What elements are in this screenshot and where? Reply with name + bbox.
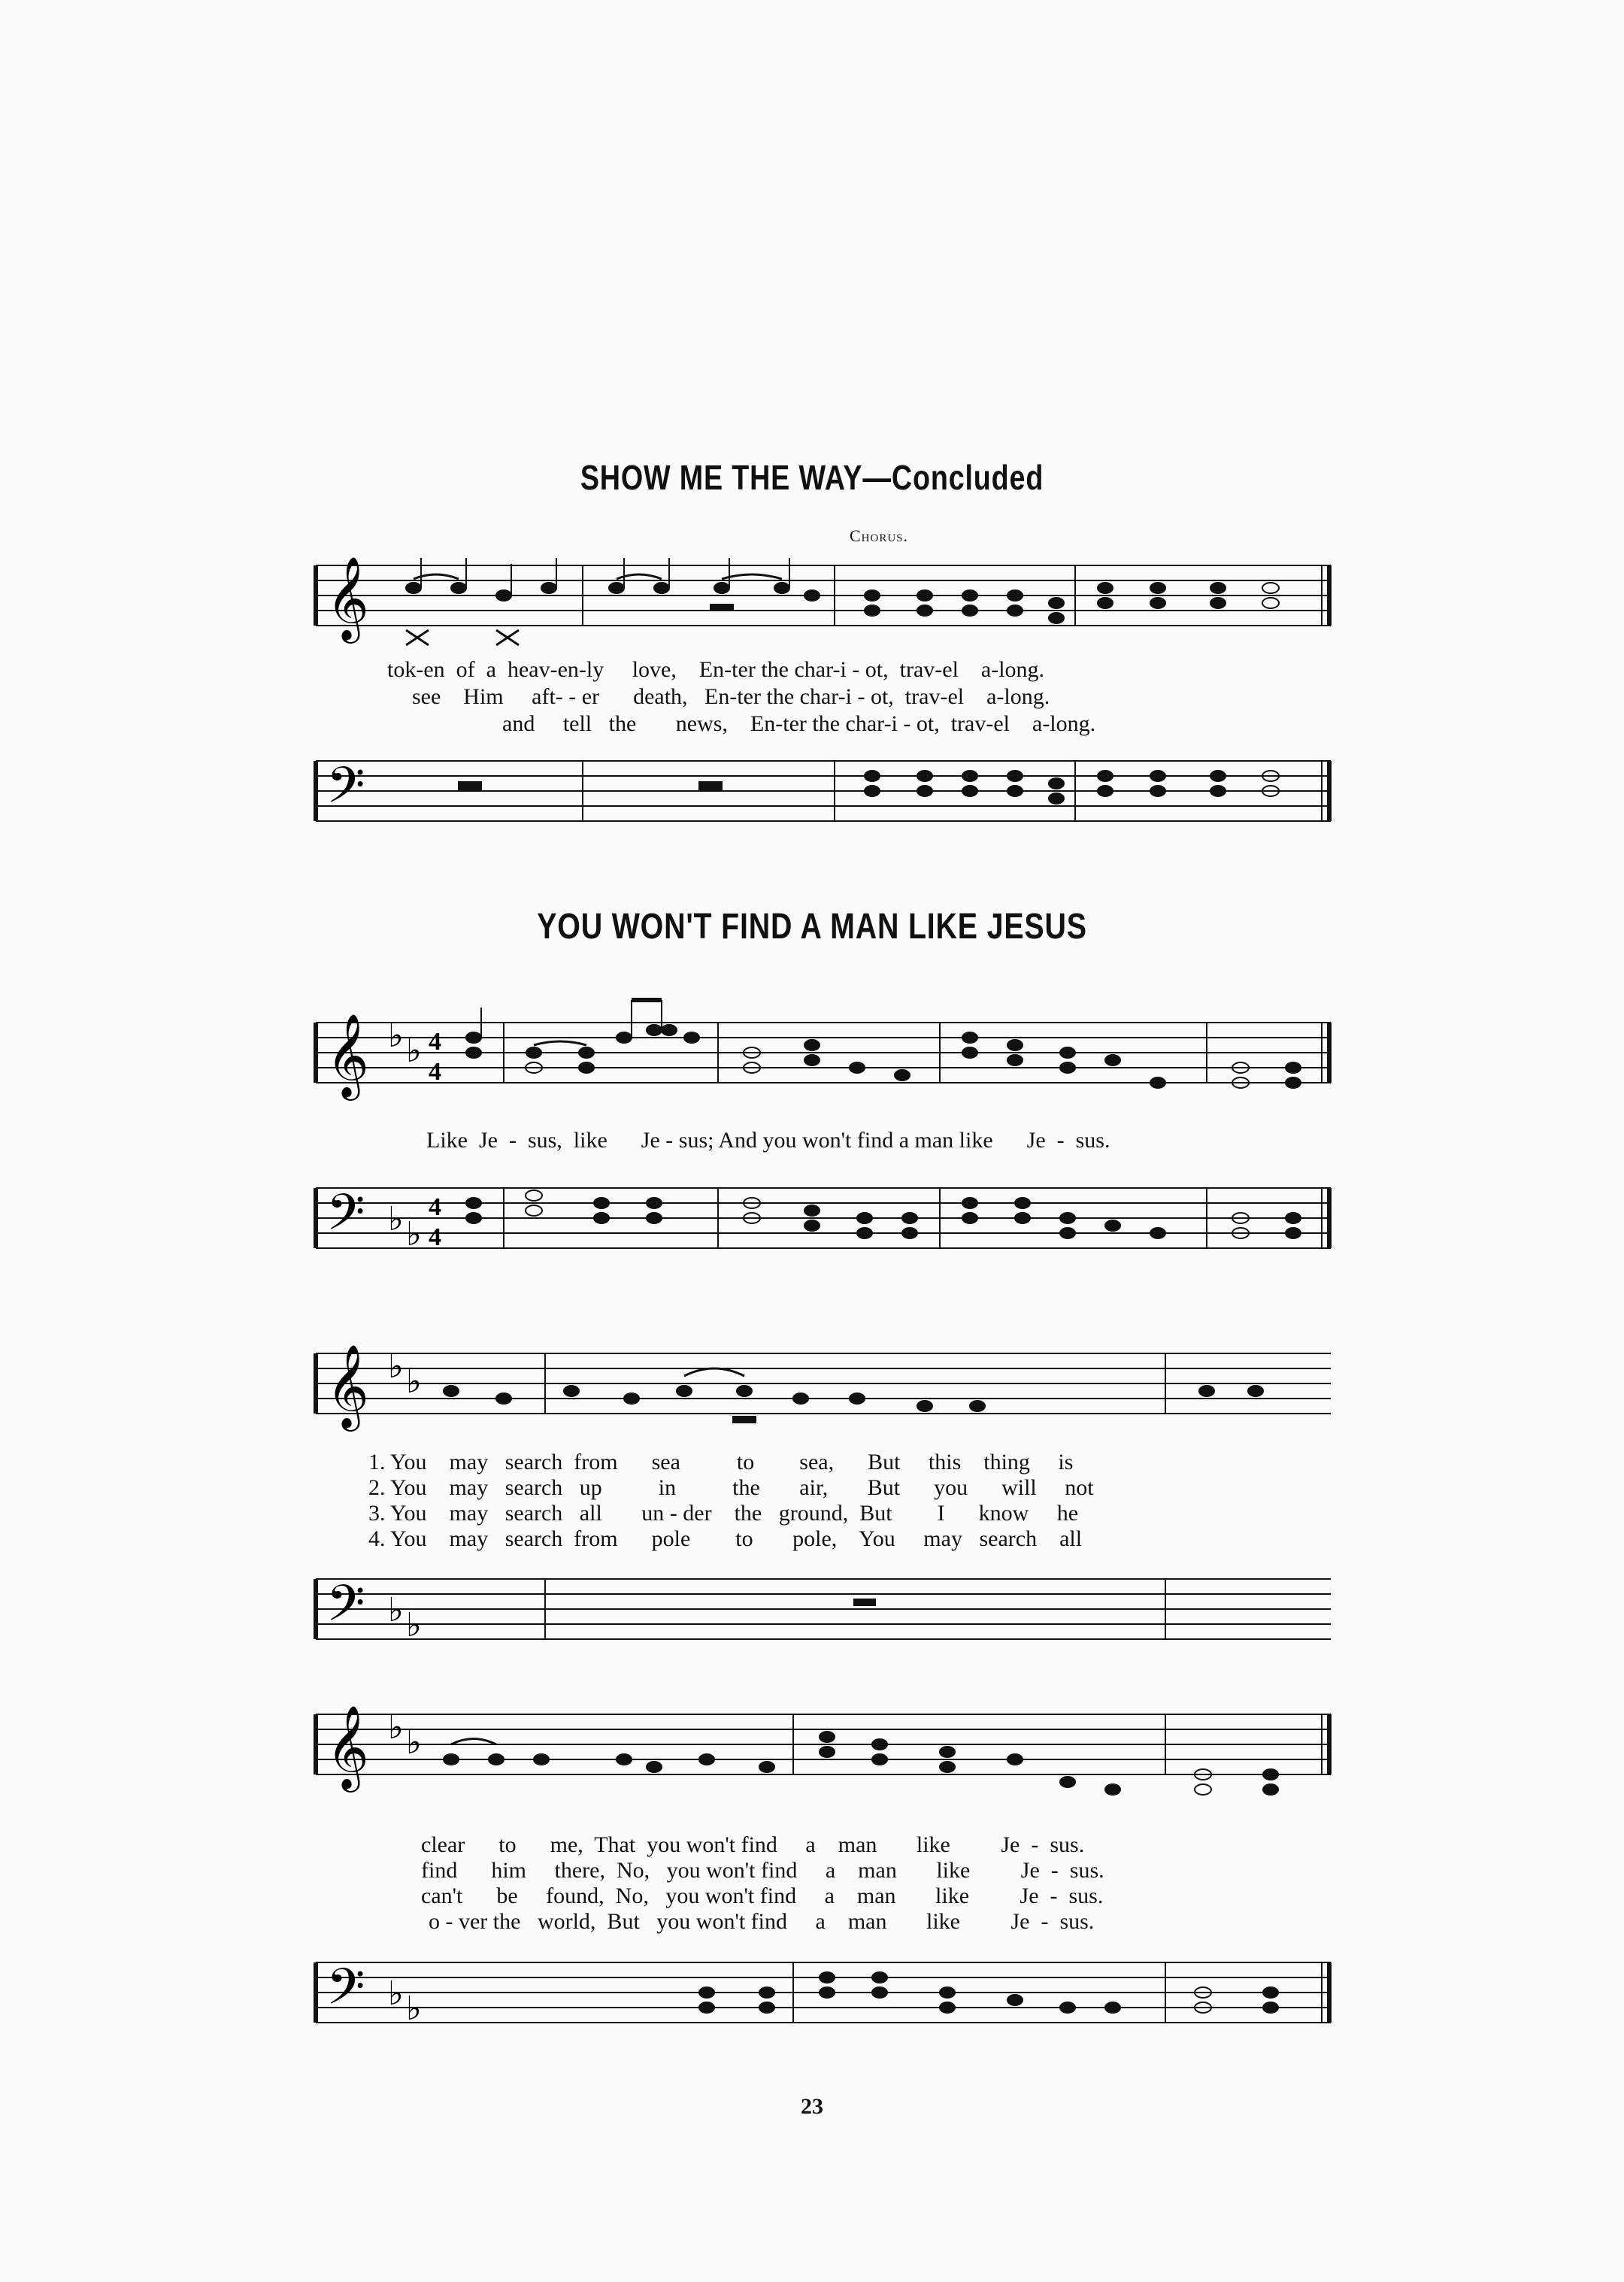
svg-text:4: 4	[429, 1223, 441, 1251]
hymn2-bass-staff-system3	[316, 1947, 1338, 2053]
hymn2-verse-1-line2: clear to me, That you won't find a man like Je - sus.	[421, 1832, 1085, 1857]
hymn-title-you-wont-find-a-man-like-jesus: YOU WON'T FIND A MAN LIKE JESUS	[537, 907, 1087, 947]
svg-text:𝄢: 𝄢	[326, 1183, 365, 1253]
svg-text:𝄞: 𝄞	[326, 1013, 369, 1097]
time-signature-bottom: 4	[429, 1058, 441, 1086]
hymn2-verse-4-line1: 4. You may search from pole to pole, You may search all	[368, 1526, 1083, 1551]
hymn2-verse-2-line2: find him there, No, you won't find a man like Je - sus.	[421, 1858, 1104, 1883]
svg-text:𝄢: 𝄢	[326, 756, 365, 826]
svg-text:♭: ♭	[406, 1607, 422, 1644]
time-signature-top: 4	[429, 1028, 441, 1056]
chorus-label: Chorus.	[850, 526, 909, 545]
svg-text:♭: ♭	[388, 1709, 404, 1746]
svg-text:♭: ♭	[406, 1724, 422, 1761]
svg-text:♭: ♭	[388, 1975, 404, 2012]
hymn2-verse-1-line1: 1. You may search from sea to sea, But this thing is	[368, 1450, 1074, 1474]
svg-text:♭: ♭	[406, 1032, 422, 1069]
svg-text:4: 4	[429, 1193, 441, 1221]
hymn2-verse-2-line1: 2. You may search up in the air, But you will not	[368, 1475, 1094, 1500]
hymn1-verse-3: and tell the news, En-ter the char-i - ot, trav-el a-long.	[502, 711, 1096, 736]
hymn1-verse-1: tok-en of a heav-en-ly love, En-ter the char-i - ot, trav-el a-long.	[387, 657, 1045, 682]
svg-text:♭: ♭	[406, 1216, 422, 1253]
hymn-title-show-me-the-way: SHOW ME THE WAY—Concluded	[580, 458, 1044, 497]
svg-text:♭: ♭	[406, 1990, 422, 2027]
svg-text:𝄢: 𝄢	[326, 1574, 365, 1644]
page-number: 23	[801, 2094, 823, 2119]
svg-text:𝄞: 𝄞	[326, 1344, 369, 1428]
hymn1-verse-2: see Him aft- - er death, En-ter the char-i - ot, trav-el a-long.	[412, 684, 1050, 709]
hymn2-treble-staff-system3	[316, 1699, 1338, 1805]
hymn2-verse-3-line2: can't be found, No, you won't find a man like Je - sus.	[421, 1883, 1104, 1908]
hymn1-bass-staff	[316, 752, 1338, 850]
svg-text:𝄢: 𝄢	[326, 1958, 365, 2028]
hymn2-bass-staff-system2	[316, 1564, 1338, 1669]
hymn2-treble-staff-system2	[316, 1338, 1338, 1444]
hymn2-bass-staff-system1	[316, 1173, 1338, 1278]
svg-text:𝄞: 𝄞	[326, 556, 369, 640]
svg-text:♭: ♭	[406, 1363, 422, 1400]
hymn2-verse-4-line2: o - ver the world, But you won't find a man like Je - sus.	[429, 1909, 1095, 1934]
svg-text:♭: ♭	[388, 1017, 404, 1054]
hymn2-verse-3-line1: 3. You may search all un - der the ground, But I know he	[368, 1501, 1079, 1526]
hymn2-treble-staff-system1	[316, 1008, 1338, 1113]
svg-text:♭: ♭	[388, 1592, 404, 1629]
svg-text:𝄞: 𝄞	[326, 1705, 369, 1789]
hymn2-refrain-lyric: Like Je - sus, like Je - sus; And you won't find a man like Je - sus.	[426, 1128, 1110, 1153]
hymn1-treble-staff	[316, 556, 1338, 654]
svg-text:♭: ♭	[388, 1201, 404, 1238]
svg-text:♭: ♭	[388, 1348, 404, 1385]
